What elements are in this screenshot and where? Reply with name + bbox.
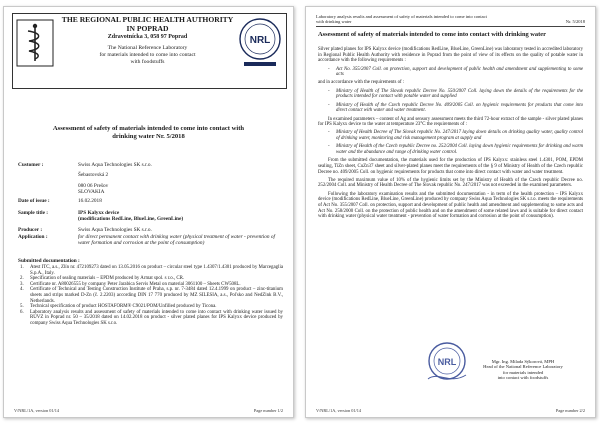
assessment-heading: Assessment of safety of materials intended to come into contact with drinking water [318,31,546,38]
examined-paragraph: In examined parameters – content of Ag and sensory assessment meets the third 72-hour extract of the sample - silver plated planes for IPS Kalyxx device to the water at temperature 23°C the requirements of : [318,116,583,128]
customer-line: SLOVAKIA [78,189,105,196]
document-page-1 [3,6,294,418]
conclusion-paragraph: Following the laboratory examination results and the submitted documentation - in term of the health protection – IPS Kalyxx device (modifications RedLine, BlueLine, GreenLine) produced by company Swiss Aqua Technologies SK s.r.o. meets the requirements of Act No. 355/2007 Coll. on protection, support and development of public health and amendment and supplementing to some acts and Act No. 258/2000 Coll. on the protection of public health and on the amendment of some related laws and is suitable for direct contact with drinking water (physical water treatment - prevention of water formation and corrosion at the point of consumption). [318,191,583,220]
document-page-2 [305,6,596,418]
assessment-title-line2: drinking water Nr. 5/2018 [112,133,185,140]
running-header-line1: Laboratory analysis results and assessment of safety of materials intended to come into contact [316,14,487,19]
documentation-list [18,265,283,327]
limit-paragraph: The required maximum value of 10% of the hygienic limits set by the Ministry of Health of the Czech republic Decree no. 252/2004 Coll. and Ministry of Health Decree of The Slovak republic No. 247/2017 was not exceeded in the examined parameters. [318,177,583,189]
customer-line: Swiss Aqua Technologies SK s.r.o. [78,162,152,168]
sample-title-line1: IPS Kalyxx device [78,210,120,216]
stamp-text: NRL [437,357,457,367]
assessment-title-line1: Assessment of safety of materials intended to come into contact with [52,125,245,132]
list-item: 6. Laboratory analysis results and assessment of safety of materials intended to come into contact with drinking water issued by RÚVZ in Poprad nr. 50 – 35/2018 dated on 14.02.2018 on product - silver plated planes for IPS Kalyxx device produced by company Swiss Aqua Technologies SK s.r.o. [20,309,283,326]
customer-label: Customer : [18,162,44,168]
authority-name: THE REGIONAL PUBLIC HEALTH AUTHORITY IN POPRAD [61,15,234,33]
requirement-item: - Ministry of Health Decree of The Slovak republic No. 247/2017 laying down details on drinking quality water, quality control of drinking water, monitoring and risk management program at supply and [328,130,583,142]
nrl-seal-text: NRL [249,35,271,46]
date-value: 16.02.2018 [78,198,102,204]
nrl-seal-icon [238,17,282,69]
requirement-lead: and in accordance with the requirements of : [318,80,405,86]
intro-paragraph: Silver plated planes for IPS Kalyxx device (modifications RedLine, BlueLine, GreenLine) was laboratory tested in accredited laboratory in Regional Public Health Authority with residence in Poprad from the point of view of its effects on the quality of potable water in accordance with the following requirements : [318,47,583,64]
list-item: 2. Specification of sealing materials – EPDM produced by Armat spol. s r.o., CR. [20,276,185,282]
application-label: Application : [18,234,48,240]
documentation-paragraph: From the submitted documentation, the materials used for the production of IPS Kalyxx: stainless steel 1.4301, POM, EPDM sealing, TiZn sheet, CuZn37 sheet and silver-plated planes meet the requirements of the § 9 of Ministry of Health of the Czech republic Decree no. 409/2005 Coll. on hygienic requirements for products that come into direct contact with water and water treatment. [318,158,583,175]
form-version: V/NRL/1A, version 01/14 [316,408,361,413]
authority-address: Zdravotnícka 3, 058 97 Poprad [107,34,188,41]
page-number: Page number 1/2 [253,408,283,413]
sample-title-line2: (modifications RedLine, BlueLine, GreenLine) [78,216,184,223]
running-header-line2: with drinking water [316,19,352,25]
running-header [316,14,585,25]
signer-title: for materials intended [502,369,544,375]
list-item: 5. Technical specification of product HOSTAFORM® C9021/POM/Unfilled produced by Ticona. [20,304,217,310]
assessment-body [318,47,583,223]
requirement-item: - Ministry of Health of the Czech republic Decree no. 252/2004 Coll. laying down hygienic requirements for drinking and warm water and the abundance and range of drinking water control. [328,144,583,155]
lab-name-line2: for materials intended to come into contact [99,52,196,59]
lab-name-line3: with foodstuffs [130,59,165,66]
signer-title: Head of the National Reference Laboratory [483,364,563,370]
document-number: Nr. 5/2018 [565,19,585,24]
signer-name: Mgr. Ing. Milada Sýkorová, MPH [491,359,555,364]
requirement-item: - Act No. 355/2007 Coll. on protection, support and development of public health and amendment and supplementing to some acts [328,66,583,78]
assessment-title [14,125,283,141]
sample-label: Sample title : [18,210,49,216]
requirement-item: - Ministry of Health of The Slovak republic Decree No. 550/2007 Coll. laying down the details of the requirements for the products intended for contact with potable water and supplied [328,88,583,100]
health-authority-emblem-icon [16,19,54,67]
letterhead [12,13,287,89]
requirement-item: - Ministry of Health of the Czech republic Decree No. 409/2005 Coll. on hygienic requirements for products that come into direct contact with water and water treatment. [328,102,583,114]
submitted-documentation-heading: Submitted documentation : [18,258,80,264]
signature-block [458,359,588,381]
signer-title: into contact with foodstuffs [497,375,549,381]
page-number: Page number 2/2 [555,408,585,413]
list-item: 4. Certificate of Technical and Testing Construction Institute of Praha, s.p. nr. 7-3484 dated 12.4.1999 on product – zinc-titanium sheets and strips marked D-Zn (č. 2.2203) according DIN 17 770 produced by MZ SILESIA, a.s., Poľsko and NedZink B.V., Netherlands. [20,287,283,304]
header-divider [316,26,585,27]
list-item: 1. Atest ITC, a.s., Zlín nr. 472109273 dated on 13.05.2016 on product – circular steel type 1.4307/1.4301 produced by Marcegaglia S.p.A., Italy. [20,265,283,276]
producer-label: Producer : [18,227,43,233]
producer-value: Swiss Aqua Technologies SK s.r.o. [78,227,152,233]
date-label: Date of issue : [18,198,50,204]
form-version: V/NRL/1A, version 01/14 [14,408,59,413]
customer-line: 080 06 Prešov [78,182,109,189]
application-value: for direct permanent contact with drinking water (physical treatment of water - prevention of water formation and corrosion at the point of consumption) [78,234,275,247]
list-item: 3. Certificate nr. A80026555 by company Peter Jarabica Servis Metal on material 3061100 – Sheets CW508L. [20,281,241,287]
customer-line: Šebastovská 2 [78,172,109,179]
lab-name-line1: The National Reference Laboratory [107,45,188,52]
